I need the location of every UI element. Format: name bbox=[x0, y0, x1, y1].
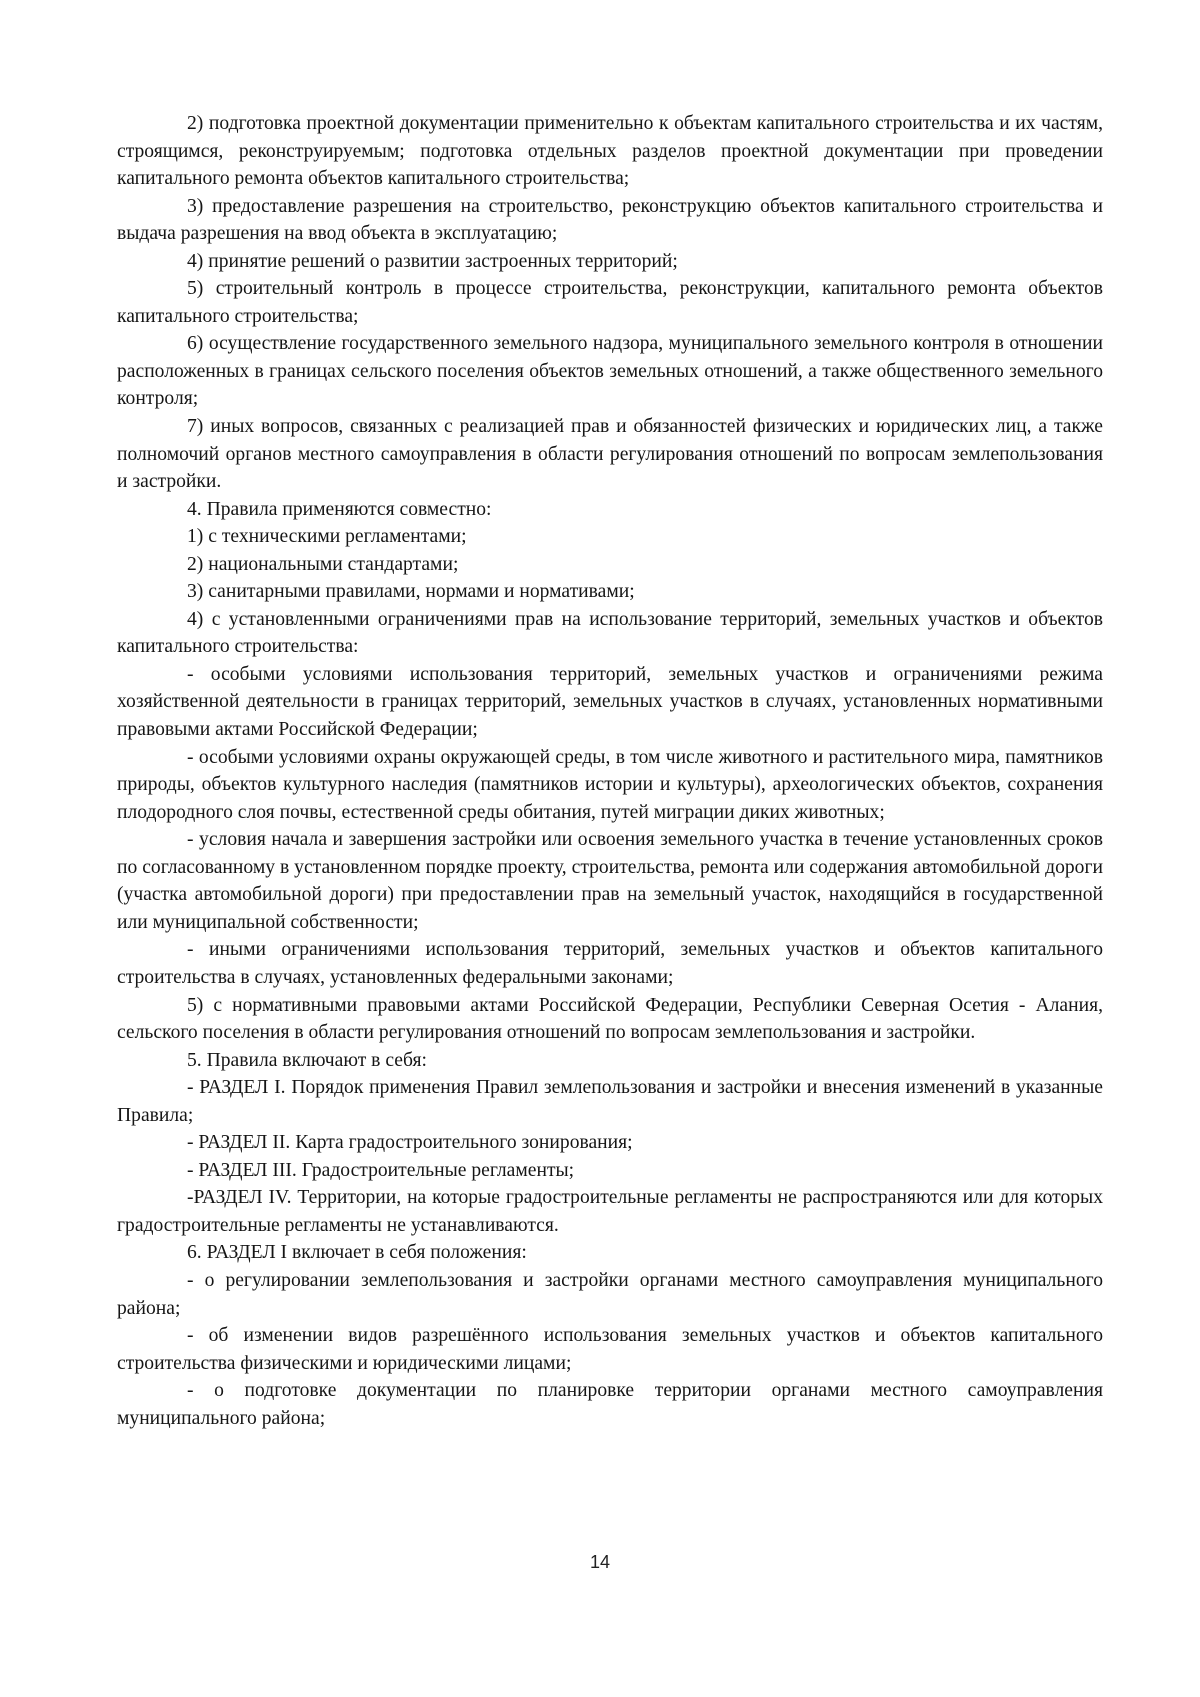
paragraph: - о регулировании землепользования и застройки органами местного самоуправления муниципального района; bbox=[117, 1269, 1103, 1319]
page-number: 14 bbox=[589, 1552, 611, 1572]
paragraph: - иными ограничениями использования территорий, земельных участков и объектов капитального строительства в случаях, установленных федеральными законами; bbox=[117, 939, 1103, 988]
paragraph: - условия начала и завершения застройки или освоения земельного участка в течение установленных сроков по согласованному в установленном порядке проекту, строительства, ремонта или содержания автомобильной дороги (участка автомобильной дороги) при предоставлении прав на земельный участок, находящийся в государственной или муниципальной собственности; bbox=[117, 829, 1103, 933]
paragraph: - особыми условиями использования территорий, земельных участков и ограничениями режима хозяйственной деятельности в границах территорий, земельных участков в случаях, установленных нормативными правовыми актами Российской Федерации; bbox=[117, 663, 1103, 741]
paragraph: 5) с нормативными правовыми актами Российской Федерации, Республики Северная Осетия - Алания, сельского поселения в области регулирования отношений по вопросам землепользования и застройки. bbox=[117, 994, 1103, 1044]
paragraph: 6) осуществление государственного земельного надзора, муниципального земельного контроля в отношении расположенных в границах сельского поселения объектов земельных отношений, а также общественного земельного контроля; bbox=[117, 333, 1103, 410]
paragraph: 6. РАЗДЕЛ I включает в себя положения: bbox=[187, 1242, 527, 1264]
paragraph: 5. Правила включают в себя: bbox=[187, 1049, 427, 1071]
paragraph: 2) подготовка проектной документации применительно к объектам капитального строительства и их частям, строящимся, реконструируемым; подготовка отдельных разделов проектной документации при проведении капитального ремонта объектов капитального строительства; bbox=[117, 113, 1103, 190]
paragraph: - РАЗДЕЛ I. Порядок применения Правил землепользования и застройки и внесения изменений в указанные Правила; bbox=[117, 1077, 1103, 1126]
paragraph: 3) предоставление разрешения на строительство, реконструкцию объектов капитального строительства и выдача разрешения на ввод объекта в эксплуатацию; bbox=[117, 195, 1103, 245]
paragraph: 4) принятие решений о развитии застроенных территорий; bbox=[187, 250, 678, 272]
paragraph: - РАЗДЕЛ III. Градостроительные регламенты; bbox=[187, 1159, 575, 1181]
paragraph: 3) санитарными правилами, нормами и нормативами; bbox=[187, 581, 635, 603]
paragraph: - РАЗДЕЛ II. Карта градостроительного зонирования; bbox=[187, 1132, 633, 1154]
paragraph: 5) строительный контроль в процессе строительства, реконструкции, капитального ремонта объектов капитального строительства; bbox=[117, 278, 1103, 327]
paragraph: 2) национальными стандартами; bbox=[187, 553, 459, 575]
paragraph: - особыми условиями охраны окружающей среды, в том числе животного и растительного мира, памятников природы, объектов культурного наследия (памятников истории и культуры), археологических объектов, сохранения плодородного слоя почвы, естественной среды обитания, путей миграции диких животных; bbox=[117, 746, 1103, 823]
paragraph: 4) с установленными ограничениями прав на использование территорий, земельных участков и объектов капитального строительства: bbox=[117, 608, 1103, 658]
paragraph: - о подготовке документации по планировке территории органами местного самоуправления муниципального района; bbox=[117, 1380, 1103, 1429]
paragraph: -РАЗДЕЛ IV. Территории, на которые градостроительные регламенты не распространяются или для которых градостроительные регламенты не устанавливаются. bbox=[117, 1187, 1103, 1236]
paragraph: 7) иных вопросов, связанных с реализацией прав и обязанностей физических и юридических лиц, а также полномочий органов местного самоуправления в области регулирования отношений по вопросам землепользования и застройки. bbox=[117, 416, 1103, 493]
paragraph: - об изменении видов разрешённого использования земельных участков и объектов капитального строительства физическими и юридическими лицами; bbox=[117, 1325, 1103, 1374]
paragraph: 1) с техническими регламентами; bbox=[187, 526, 467, 548]
document-body bbox=[117, 110, 1103, 1432]
paragraph: 4. Правила применяются совместно: bbox=[187, 498, 492, 520]
